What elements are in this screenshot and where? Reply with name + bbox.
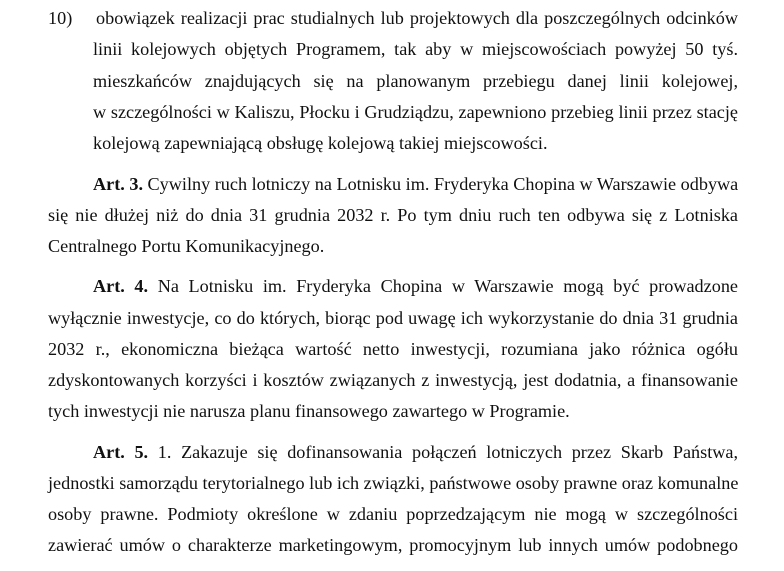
item10-line-1: obowiązek realizacji prac studialnych lub projektowych dla poszczególnych odcinków	[96, 8, 738, 28]
item-number: 10)	[48, 8, 73, 28]
art5-first-line-text: 1. Zakazuje się dofinansowania połączeń lotniczych przez Skarb Państwa,	[157, 442, 738, 462]
art5-label: Art. 5.	[93, 442, 149, 462]
art4-label: Art. 4.	[93, 276, 149, 296]
art3-first-line-text: Cywilny ruch lotniczy na Lotnisku im. Fryderyka Chopina w Warszawie odbywa	[147, 174, 739, 194]
art3-line-3: Centralnego Portu Komunikacyjnego.	[48, 236, 325, 256]
art4-line-1	[93, 274, 738, 298]
art3-line-2: się nie dłużej niż do dnia 31 grudnia 2032 r. Po tym dniu ruch ten odbywa się z Lotniska	[48, 205, 738, 225]
art4-line-4: zdyskontowanych korzyści i kosztów związanych z inwestycją, jest dodatnia, a finansowanie	[48, 370, 738, 390]
art4-first-line-text: Na Lotnisku im. Fryderyka Chopina w Warszawie mogą być prowadzone	[157, 276, 738, 296]
item10-line-4: w szczególności w Kaliszu, Płocku i Grudziądzu, zapewniono przebieg linii przez stację	[93, 102, 738, 122]
art5-line-4: zawierać umów o charakterze marketingowym, promocyjnym lub innych umów podobnego	[48, 535, 738, 555]
art3-line-1	[93, 172, 738, 196]
item10-line-2: linii kolejowych objętych Programem, tak aby w miejscowościach powyżej 50 tyś.	[93, 39, 738, 59]
art3-label: Art. 3.	[93, 174, 143, 194]
art5-line-1	[93, 440, 738, 464]
art4-line-2: wyłącznie inwestycje, co do których, biorąc pod uwagę ich wykorzystanie do dnia 31 grudnia	[48, 308, 738, 328]
art5-line-3: osoby prawne. Podmioty określone w zdaniu poprzedzającym nie mogą w szczególności	[48, 504, 738, 524]
item10-line-5: kolejową zapewniającą obsługę kolejową takiej miejscowości.	[93, 133, 548, 153]
art4-line-5: tych inwestycji nie narusza planu finansowego zawartego w Programie.	[48, 401, 570, 421]
art4-line-3: 2032 r., ekonomiczna bieżąca wartość netto inwestycji, rozumiana jako różnica ogółu	[48, 339, 738, 359]
item10-line-3: mieszkańców znajdujących się na planowanym przebiegu danej linii kolejowej,	[93, 71, 738, 91]
art5-line-2: jednostki samorządu terytorialnego lub ich związki, państwowe osoby prawne oraz komunalne	[48, 473, 739, 493]
